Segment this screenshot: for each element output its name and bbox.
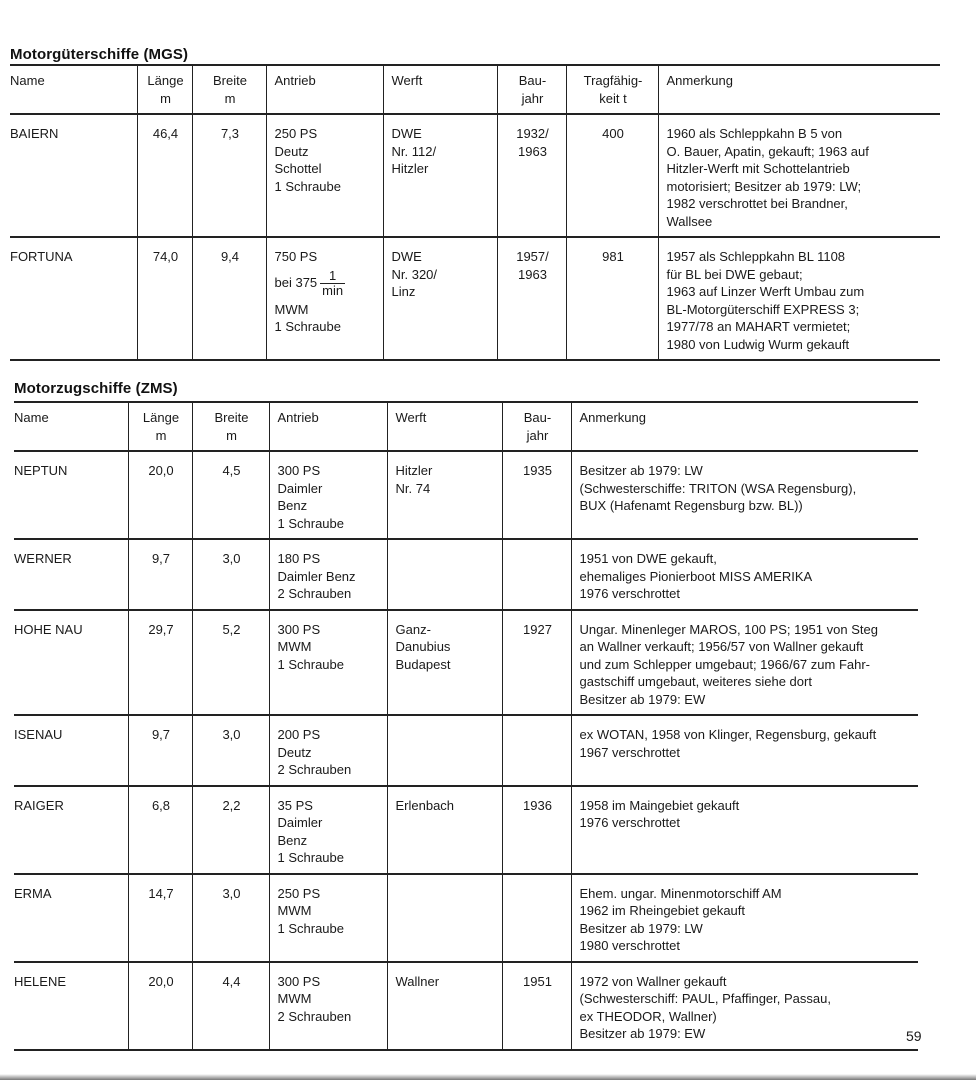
header-breite: Breite m	[192, 402, 269, 451]
cell-werft: Ganz- Danubius Budapest	[387, 610, 502, 716]
cell-breite: 7,3	[192, 114, 266, 237]
cell-breite: 9,4	[192, 237, 266, 360]
cell-name: ERMA	[14, 885, 52, 901]
cell-baujahr: 1936	[502, 786, 571, 874]
header-werft: Werft	[383, 65, 497, 114]
cell-antrieb: 300 PS MWM 2 Schrauben	[269, 962, 387, 1050]
table-row	[14, 874, 918, 962]
cell-antrieb: 200 PS Deutz 2 Schrauben	[269, 715, 387, 786]
rpm-expression: bei 375 $\frac{1}{\min}$	[274, 267, 344, 298]
rpm-fraction: $\frac{1}{\min}$	[322, 267, 344, 298]
cell-werft: Wallner	[387, 962, 502, 1050]
cell-laenge: 14,7	[128, 874, 192, 962]
scan-edge-shadow	[0, 1074, 976, 1080]
cell-antrieb: 300 PS Daimler Benz 1 Schraube	[269, 451, 387, 539]
cell-laenge: 9,7	[128, 539, 192, 610]
cell-werft: Hitzler Nr. 74	[387, 451, 502, 539]
cell-breite: 3,0	[192, 874, 269, 962]
mgs-header-row	[10, 65, 940, 114]
cell-laenge: 46,4	[137, 114, 192, 237]
cell-name: FORTUNA	[10, 249, 73, 264]
cell-werft: Erlenbach	[387, 786, 502, 874]
mgs-table	[10, 64, 940, 361]
table-row	[10, 237, 940, 360]
table-row	[14, 786, 918, 874]
cell-breite: 3,0	[192, 539, 269, 610]
cell-laenge: 20,0	[128, 451, 192, 539]
cell-antrieb: 180 PS Daimler Benz 2 Schrauben	[269, 539, 387, 610]
header-baujahr: Bau- jahr	[497, 65, 566, 114]
cell-baujahr	[502, 539, 571, 610]
table-row	[14, 451, 918, 539]
cell-baujahr: 1935	[502, 451, 571, 539]
header-werft: Werft	[387, 402, 502, 451]
cell-breite: 4,4	[192, 962, 269, 1050]
cell-name: BAIERN	[10, 126, 59, 141]
header-laenge: Länge m	[137, 65, 192, 114]
cell-antrieb: 250 PS Deutz Schottel 1 Schraube	[266, 114, 383, 237]
cell-breite: 2,2	[192, 786, 269, 874]
cell-antrieb: 35 PS Daimler Benz 1 Schraube	[269, 786, 387, 874]
cell-laenge: 29,7	[128, 610, 192, 716]
header-breite: Breite m	[192, 65, 266, 114]
cell-werft: DWE Nr. 320/ Linz	[383, 237, 497, 360]
cell-breite: 3,0	[192, 715, 269, 786]
section-title-mgs: Motorgüterschiffe (MGS)	[10, 46, 189, 63]
cell-antrieb: 250 PS MWM 1 Schraube	[269, 874, 387, 962]
cell-anmerkung: Besitzer ab 1979: LW (Schwesterschiffe: TRITON (WSA Regensburg), BUX (Hafenamt Regensburg bzw. BL))	[571, 451, 918, 539]
header-tragfaehigkeit: Tragfähig- keit t	[566, 65, 658, 114]
cell-baujahr: 1957/ 1963	[497, 237, 566, 360]
cell-anmerkung: 1960 als Schleppkahn B 5 von O. Bauer, Apatin, gekauft; 1963 auf Hitzler-Werft mit Schottelantrieb motorisiert; Besitzer ab 1979: LW; 1982 verschrottet bei Brandner, Wallsee	[658, 114, 940, 237]
cell-name: HELENE	[14, 973, 67, 989]
table-row	[14, 715, 918, 786]
cell-name: HOHE NAU	[14, 621, 83, 637]
cell-laenge: 9,7	[128, 715, 192, 786]
header-anmerkung: Anmerkung	[658, 65, 940, 114]
cell-baujahr: 1932/ 1963	[497, 114, 566, 237]
cell-laenge: 20,0	[128, 962, 192, 1050]
cell-werft	[387, 715, 502, 786]
cell-laenge: 74,0	[137, 237, 192, 360]
cell-name: ISENAU	[14, 727, 63, 742]
cell-anmerkung: 1958 im Maingebiet gekauft 1976 verschrottet	[571, 786, 918, 874]
header-name: Name	[10, 73, 45, 88]
cell-laenge: 6,8	[128, 786, 192, 874]
header-laenge: Länge m	[128, 402, 192, 451]
header-anmerkung: Anmerkung	[571, 402, 918, 451]
cell-werft: DWE Nr. 112/ Hitzler	[383, 114, 497, 237]
cell-anmerkung: 1951 von DWE gekauft, ehemaliges Pionierboot MISS AMERIKA 1976 verschrottet	[571, 539, 918, 610]
cell-baujahr	[502, 715, 571, 786]
cell-name: WERNER	[14, 551, 72, 566]
table-row	[14, 962, 918, 1050]
cell-antrieb: 750 PS bei 375 $\frac{1}{\min}$ MWM 1 Schraube	[266, 237, 383, 360]
cell-anmerkung: 1972 von Wallner gekauft (Schwesterschiff: PAUL, Pfaffinger, Passau, ex THEODOR, Wallner) Besitzer ab 1979: EW	[571, 962, 918, 1050]
cell-breite: 5,2	[192, 610, 269, 716]
cell-name: NEPTUN	[14, 463, 68, 478]
table-row	[14, 610, 918, 716]
cell-werft	[387, 874, 502, 962]
cell-anmerkung: Ungar. Minenleger MAROS, 100 PS; 1951 von Steg an Wallner verkauft; 1956/57 von Wallner gekauft und zum Schlepper umgebaut; 1966/67 zum Fahr- gastschiff umgebaut, weiteres siehe dort Besitzer ab 1979: EW	[571, 610, 918, 716]
zms-table	[14, 401, 918, 1051]
cell-anmerkung: ex WOTAN, 1958 von Klinger, Regensburg, gekauft 1967 verschrottet	[571, 715, 918, 786]
cell-anmerkung: Ehem. ungar. Minenmotorschiff AM 1962 im Rheingebiet gekauft Besitzer ab 1979: LW 1980 verschrottet	[571, 874, 918, 962]
zms-header-row	[14, 402, 918, 451]
section-title-zms: Motorzugschiffe (ZMS)	[14, 380, 178, 397]
table-row	[14, 539, 918, 610]
cell-werft	[387, 539, 502, 610]
header-antrieb: Antrieb	[269, 402, 387, 451]
header-baujahr: Bau- jahr	[502, 402, 571, 451]
cell-name: RAIGER	[14, 797, 64, 813]
header-name: Name	[14, 410, 49, 425]
cell-baujahr: 1951	[502, 962, 571, 1050]
cell-baujahr	[502, 874, 571, 962]
cell-tragfaehigkeit: 981	[566, 237, 658, 360]
cell-tragfaehigkeit: 400	[566, 114, 658, 237]
table-row	[10, 114, 940, 237]
cell-baujahr: 1927	[502, 610, 571, 716]
cell-breite: 4,5	[192, 451, 269, 539]
page-number: 59	[906, 1028, 922, 1044]
cell-antrieb: 300 PS MWM 1 Schraube	[269, 610, 387, 716]
header-antrieb: Antrieb	[266, 65, 383, 114]
cell-anmerkung: 1957 als Schleppkahn BL 1108 für BL bei DWE gebaut; 1963 auf Linzer Werft Umbau zum BL-Motorgüterschiff EXPRESS 3; 1977/78 an MAHART vermietet; 1980 von Ludwig Wurm gekauft	[658, 237, 940, 360]
